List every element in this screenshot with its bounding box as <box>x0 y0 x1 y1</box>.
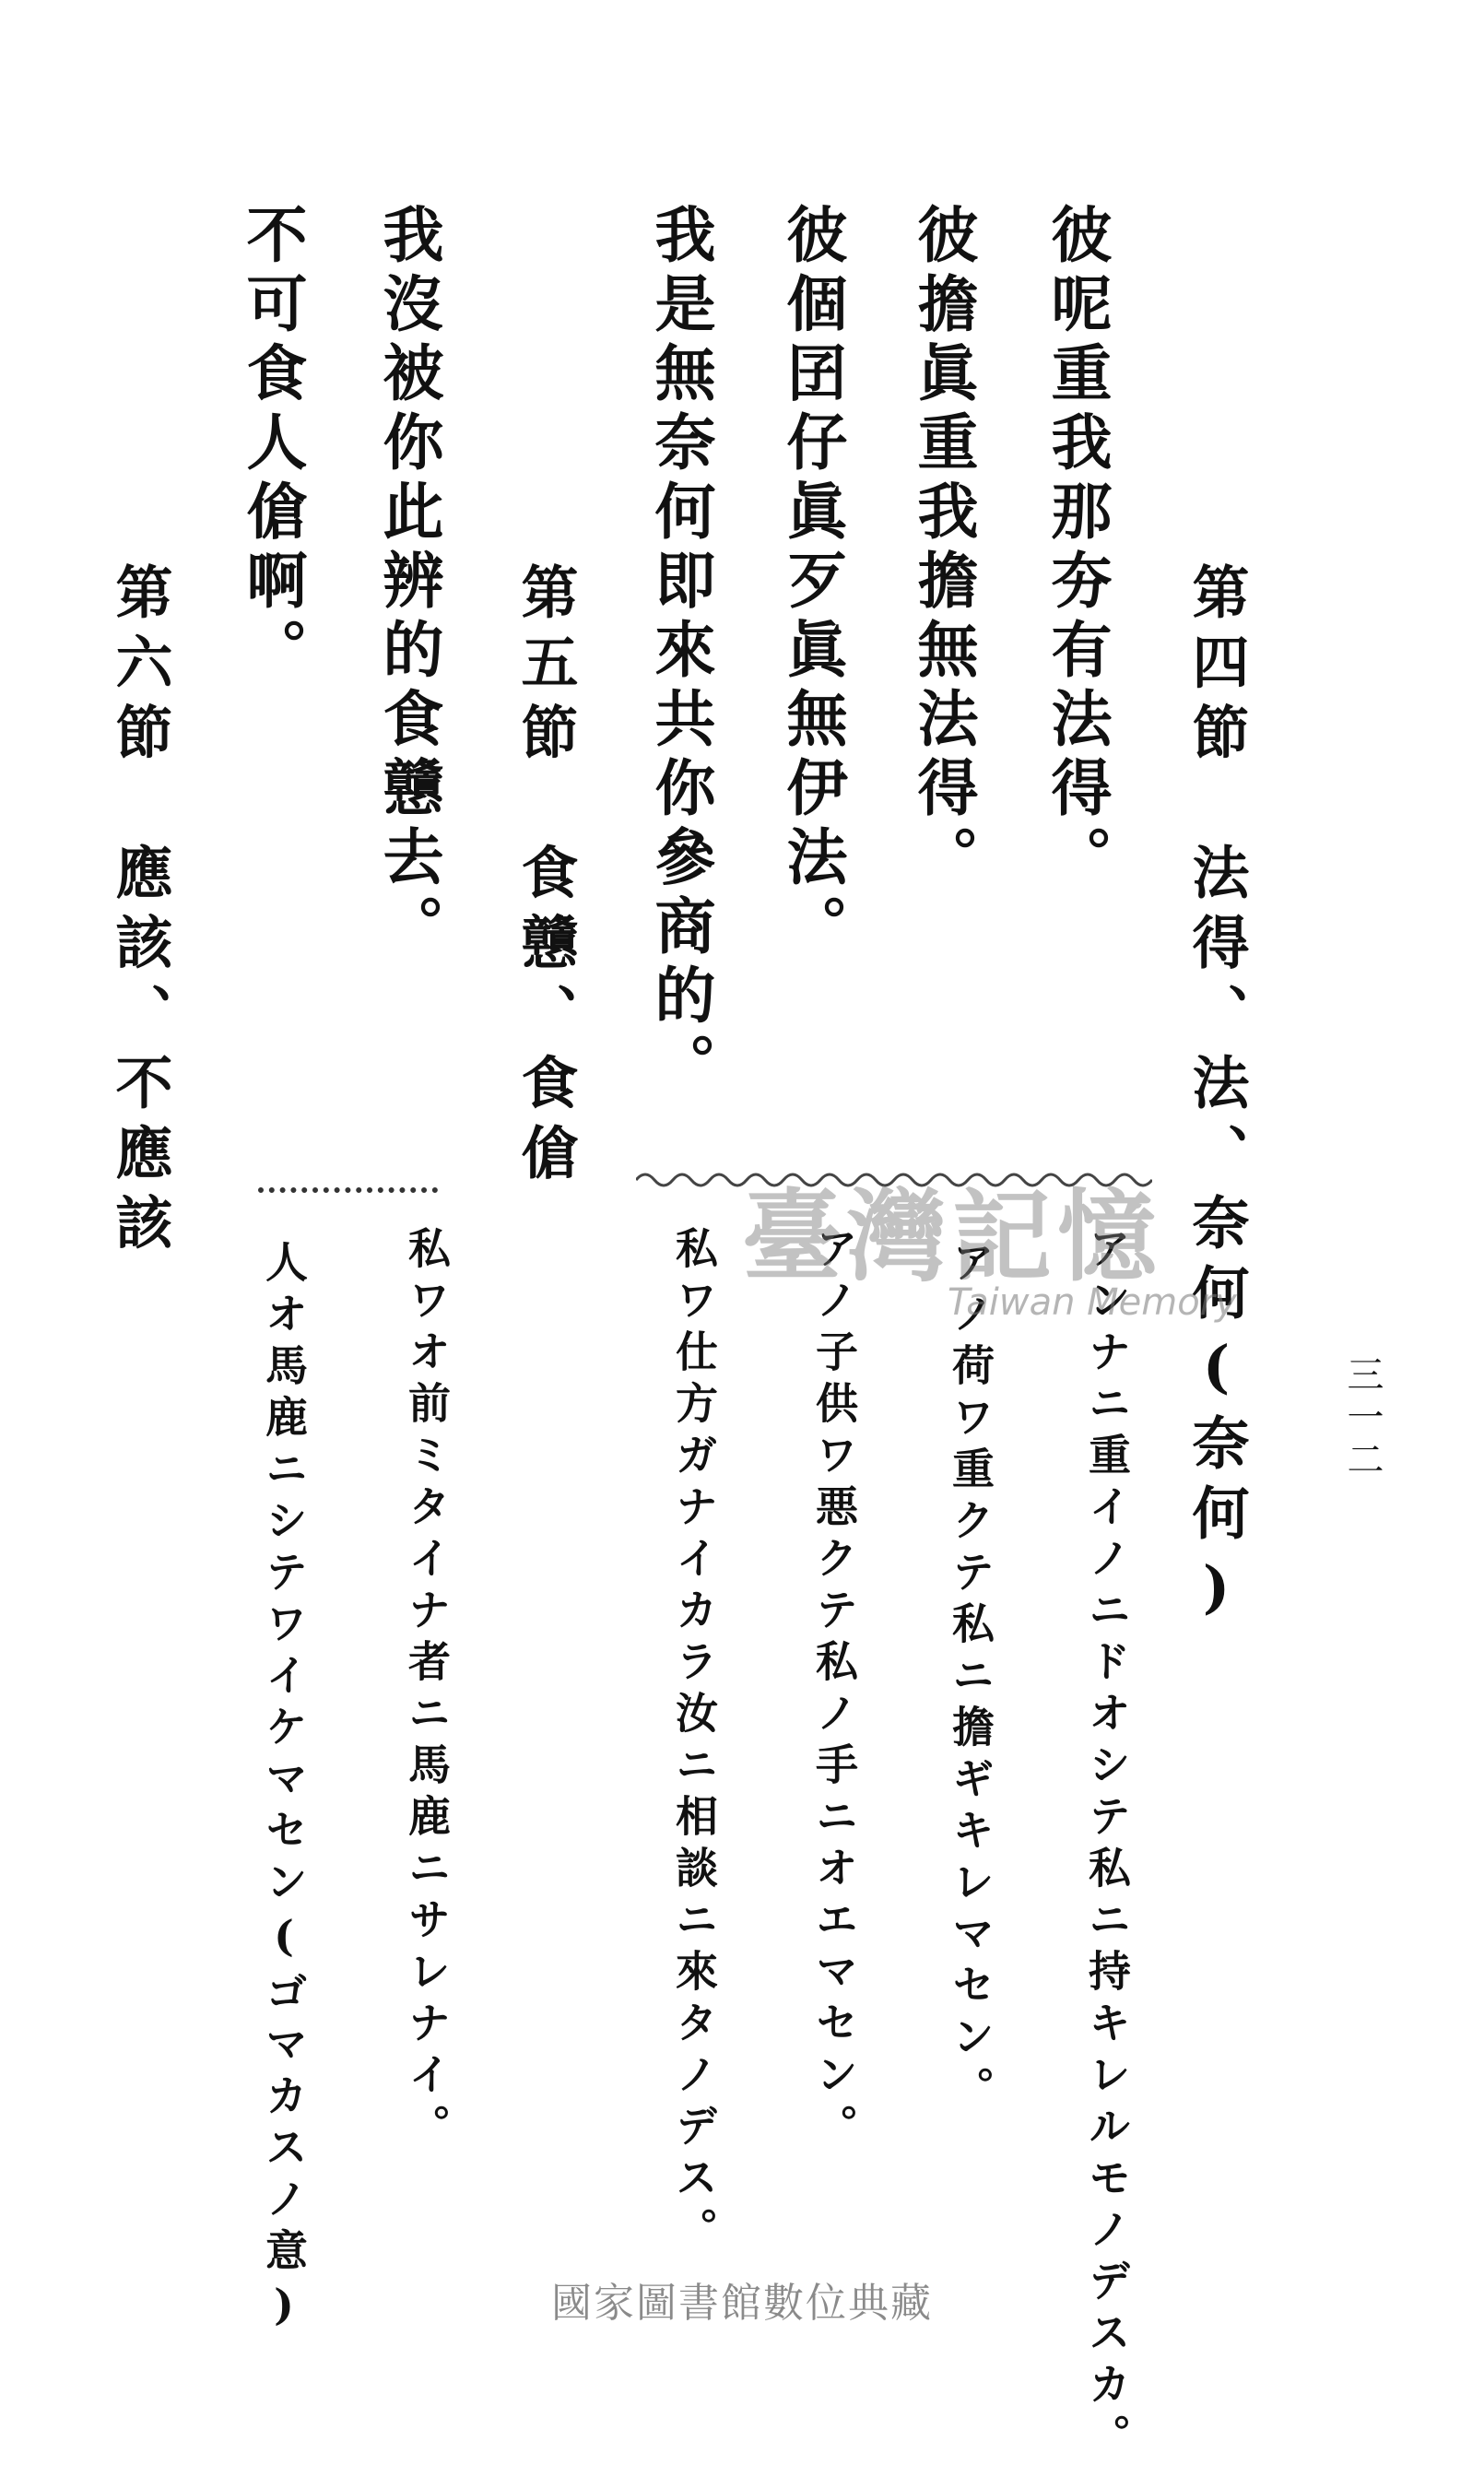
section-4-japanese-line-3: アノ子供ワ悪クテ私ノ手ニオエマセン。 <box>809 1226 859 2155</box>
section-5-heading: 第五節 食戇、食傖 <box>512 562 579 1193</box>
section-4-japanese-line-2: アノ荷ワ重クテ私ニ擔ギキレマセン。 <box>946 1240 995 2117</box>
section-5-japanese-line-2: 人オ馬鹿ニシテワイケマセン(ゴマカスノ意) <box>259 1240 309 2339</box>
section-4-heading: 第四節 法得、法、奈何(奈何) <box>1183 562 1250 1634</box>
page-number: 三一二 <box>1341 1355 1384 1482</box>
dotted-rule <box>258 1187 438 1193</box>
section-5-chinese-line-2: 不可食人傖啊。 <box>236 203 308 687</box>
section-6-heading: 第六節 應該、不應該 <box>106 562 173 1263</box>
section-4-japanese-line-1: アンナニ重イノニドオシテ私ニ持キレルモノデスカ。 <box>1082 1226 1132 2465</box>
section-4-chinese-line-3: 彼個囝仔眞歹眞無伊法。 <box>776 203 848 963</box>
footer-credit: 國家圖書館數位典藏 <box>551 2280 933 2327</box>
section-4-chinese-line-2: 彼擔眞重我擔無法得。 <box>907 203 979 894</box>
watermark-chinese: 臺灣記憶 <box>742 1179 1163 1295</box>
section-4-japanese-line-4: 私ワ仕方ガナイカラ汝ニ相談ニ來タノデス。 <box>669 1226 719 2259</box>
section-4-chinese-line-1: 彼呢重我那夯有法得。 <box>1041 203 1113 894</box>
watermark-english: Taiwan Memory <box>948 1281 1237 1324</box>
section-5-chinese-line-1: 我沒被你此辨的食戇去。 <box>372 203 444 963</box>
section-4-chinese-line-4: 我是無奈何即來共你參商的。 <box>644 203 716 1102</box>
section-5-japanese-line-1: 私ワオ前ミタイナ者ニ馬鹿ニサレナイ。 <box>402 1226 452 2155</box>
